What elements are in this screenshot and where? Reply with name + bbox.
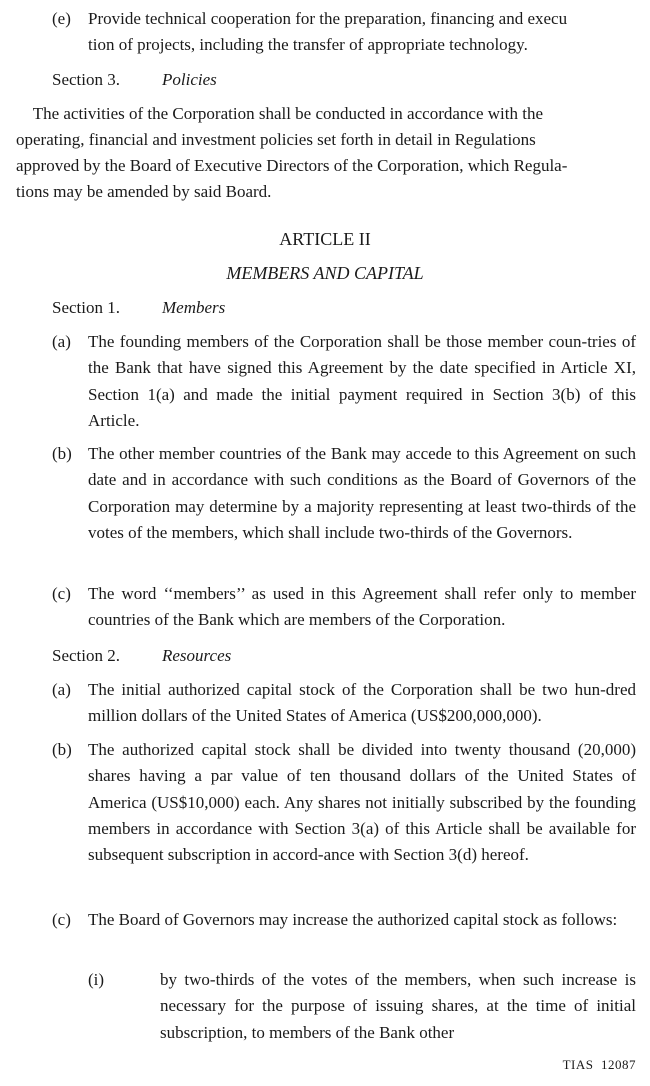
section-number: Section 3.	[52, 70, 120, 89]
policies-paragraph-line-1: The activities of the Corporation shall be conducted in accordance with the	[16, 104, 543, 123]
resources-item-b	[52, 737, 636, 868]
list-marker: (a)	[52, 680, 71, 699]
resources-item-c	[52, 907, 636, 933]
section-number: Section 2.	[52, 646, 120, 665]
list-item-e	[52, 6, 636, 59]
list-item-text: The founding members of the Corporation shall be those member coun-tries of the Bank that have signed this Agreement by the date specified in Article XI, Section 1(a) and made the initial payment required in Section 3(b) of this Article.	[88, 332, 636, 430]
section-1-heading	[52, 295, 225, 321]
members-item-a	[52, 329, 636, 434]
page-footer	[563, 1052, 636, 1078]
section-number: Section 1.	[52, 298, 120, 317]
list-marker: (c)	[52, 910, 71, 929]
article-title: ARTICLE II	[279, 229, 371, 249]
footer-number: 12087	[601, 1057, 636, 1072]
list-item-text: by two-thirds of the votes of the members, when such increase is necessary for the purpose of issuing shares, at the time of initial subscription, to members of the Bank other	[160, 970, 636, 1042]
resources-subitem-i	[88, 967, 636, 1046]
list-item-text: The other member countries of the Bank may accede to this Agreement on such date and in accordance with such conditions as the Board of Governors of the Corporation may determine by a majority representing at least two-thirds of the votes of the members, which shall include two-thirds of the Governors.	[88, 444, 636, 542]
list-item-text: Provide technical cooperation for the preparation, financing and execu tion of projects, including the transfer of appropriate technology.	[88, 9, 568, 55]
list-marker: (i)	[88, 970, 105, 989]
list-item-text: The initial authorized capital stock of the Corporation shall be two hun-dred million dollars of the United States of America (US$200,000,000).	[88, 680, 636, 726]
section-title: Members	[162, 298, 226, 317]
list-item-text: The authorized capital stock shall be divided into twenty thousand (20,000) shares having a par value of ten thousand dollars of the United States of America (US$10,000) each. Any shares not initially subscribed by the founding members in accordance with Section 3(a) of this Article shall be available for subsequent subscription in accord-ance with Section 3(d) hereof.	[88, 740, 636, 865]
list-item-text: The word ‘‘members’’ as used in this Agreement shall refer only to member countries of the Bank which are members of the Corporation.	[88, 584, 636, 630]
footer-label: TIAS	[562, 1057, 594, 1072]
list-marker: (c)	[52, 584, 71, 603]
section-3-heading	[52, 67, 217, 93]
policies-paragraph-line-3: approved by the Board of Executive Directors of the Corporation, which Regula-	[16, 156, 568, 175]
members-item-c	[52, 581, 636, 634]
policies-paragraph-line-4: tions may be amended by said Board.	[16, 182, 272, 201]
list-marker: (b)	[52, 740, 72, 759]
section-title: Resources	[162, 646, 232, 665]
resources-item-a	[52, 677, 636, 730]
article-subtitle: MEMBERS AND CAPITAL	[226, 263, 424, 283]
list-marker: (a)	[52, 332, 71, 351]
list-item-text: The Board of Governors may increase the authorized capital stock as follows:	[88, 910, 618, 929]
section-2-heading	[52, 643, 231, 669]
members-item-b	[52, 441, 636, 546]
list-marker: (b)	[52, 444, 72, 463]
policies-paragraph-line-2: operating, financial and investment policies set forth in detail in Regulations	[16, 130, 536, 149]
section-title: Policies	[162, 70, 217, 89]
list-marker: (e)	[52, 9, 71, 28]
